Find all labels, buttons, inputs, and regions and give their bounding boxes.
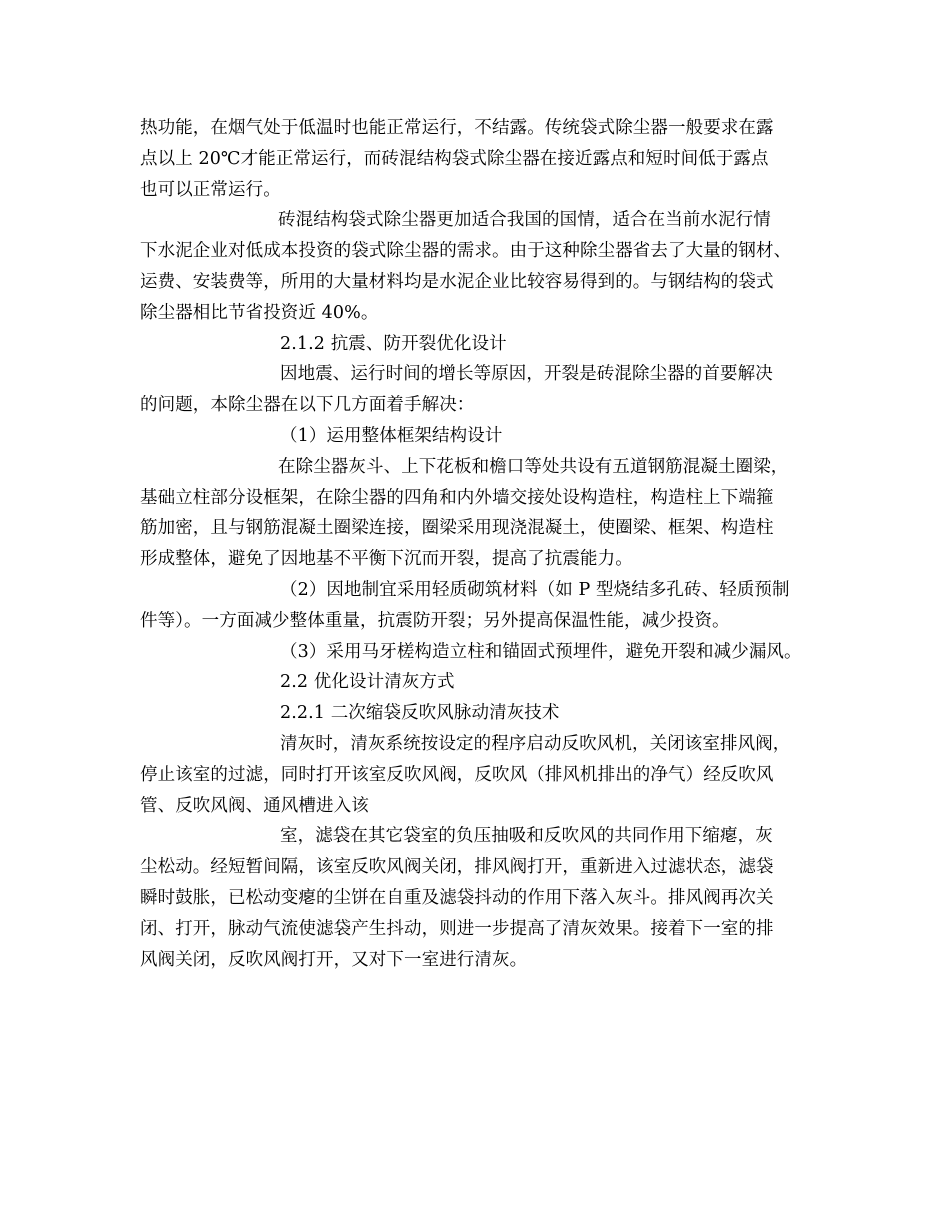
paragraph-first-line: 砖混结构袋式除尘器更加适合我国的国情，适合在当前水泥行情 (278, 210, 771, 231)
list-item: （2）因地制宜采用轻质砌筑材料（如 P 型烧结多孔砖、轻质预制 (280, 579, 790, 600)
text-line: 件等）。一方面减少整体重量，抗震防开裂；另外提高保温性能，减少投资。 (140, 610, 730, 631)
text-line: 风阀关闭，反吹风阀打开，又对下一室进行清灰。 (140, 949, 528, 970)
text-line: 尘松动。经短暂间隔，该室反吹风阀关闭，排风阀打开，重新进入过滤状态，滤袋 (140, 857, 774, 878)
subsection-heading: 2.2.1 二次缩袋反吹风脉动清灰技术 (280, 703, 560, 724)
text-line: 闭、打开，脉动气流使滤袋产生抖动，则进一步提高了清灰效果。接着下一室的排 (140, 918, 774, 939)
body-text (140, 113, 830, 975)
section-heading: 2.1.2 抗震、防开裂优化设计 (280, 333, 507, 354)
paragraph-first-line: 清灰时，清灰系统按设定的程序启动反吹风机，关闭该室排风阀， (280, 733, 791, 754)
text-line: 形成整体，避免了因地基不平衡下沉而开裂，提高了抗震能力。 (140, 549, 633, 570)
text-line: 的问题，本除尘器在以下几方面着手解决： (140, 395, 475, 416)
text-line: 管、反吹风阀、通风槽进入该 (140, 795, 369, 816)
text-line: 热功能，在烟气处于低温时也能正常运行，不结露。传统袋式除尘器一般要求在露 (140, 118, 774, 138)
paragraph-first-line: 因地震、运行时间的增长等原因，开裂是砖混除尘器的首要解决 (280, 364, 773, 385)
paragraph-first-line: 室，滤袋在其它袋室的负压抽吸和反吹风的共同作用下缩瘪，灰 (280, 826, 773, 847)
text-line: 瞬时鼓胀，已松动变瘪的尘饼在自重及滤袋抖动的作用下落入灰斗。排风阀再次关 (140, 887, 774, 908)
list-item-heading: （1）运用整体框架结构设计 (280, 425, 503, 446)
text-line: 除尘器相比节省投资近 40%。 (140, 302, 379, 323)
text-line: 停止该室的过滤，同时打开该室反吹风阀，反吹风（排风机排出的净气）经反吹风 (140, 764, 774, 785)
text-line: 运费、安装费等，所用的大量材料均是水泥企业比较容易得到的。与钢结构的袋式 (140, 271, 774, 292)
list-item: （3）采用马牙槎构造立柱和锚固式预埋件，避免开裂和减少漏风。 (280, 641, 802, 662)
text-line: 筋加密，且与钢筋混凝土圈梁连接，圈梁采用现浇混凝土，使圈梁、框架、构造柱 (140, 518, 774, 539)
section-heading: 2.2 优化设计清灰方式 (280, 672, 455, 693)
text-line: 点以上 20℃才能正常运行，而砖混结构袋式除尘器在接近露点和短时间低于露点 (140, 148, 769, 169)
text-line: 下水泥企业对低成本投资的袋式除尘器的需求。由于这种除尘器省去了大量的钢材、 (140, 241, 792, 262)
paragraph-first-line: 在除尘器灰斗、上下花板和檐口等处共设有五道钢筋混凝土圈梁， (278, 456, 789, 477)
text-line: 也可以正常运行。 (140, 179, 281, 200)
text-line: 基础立柱部分设框架，在除尘器的四角和内外墙交接处设构造柱，构造柱上下端箍 (140, 487, 774, 508)
